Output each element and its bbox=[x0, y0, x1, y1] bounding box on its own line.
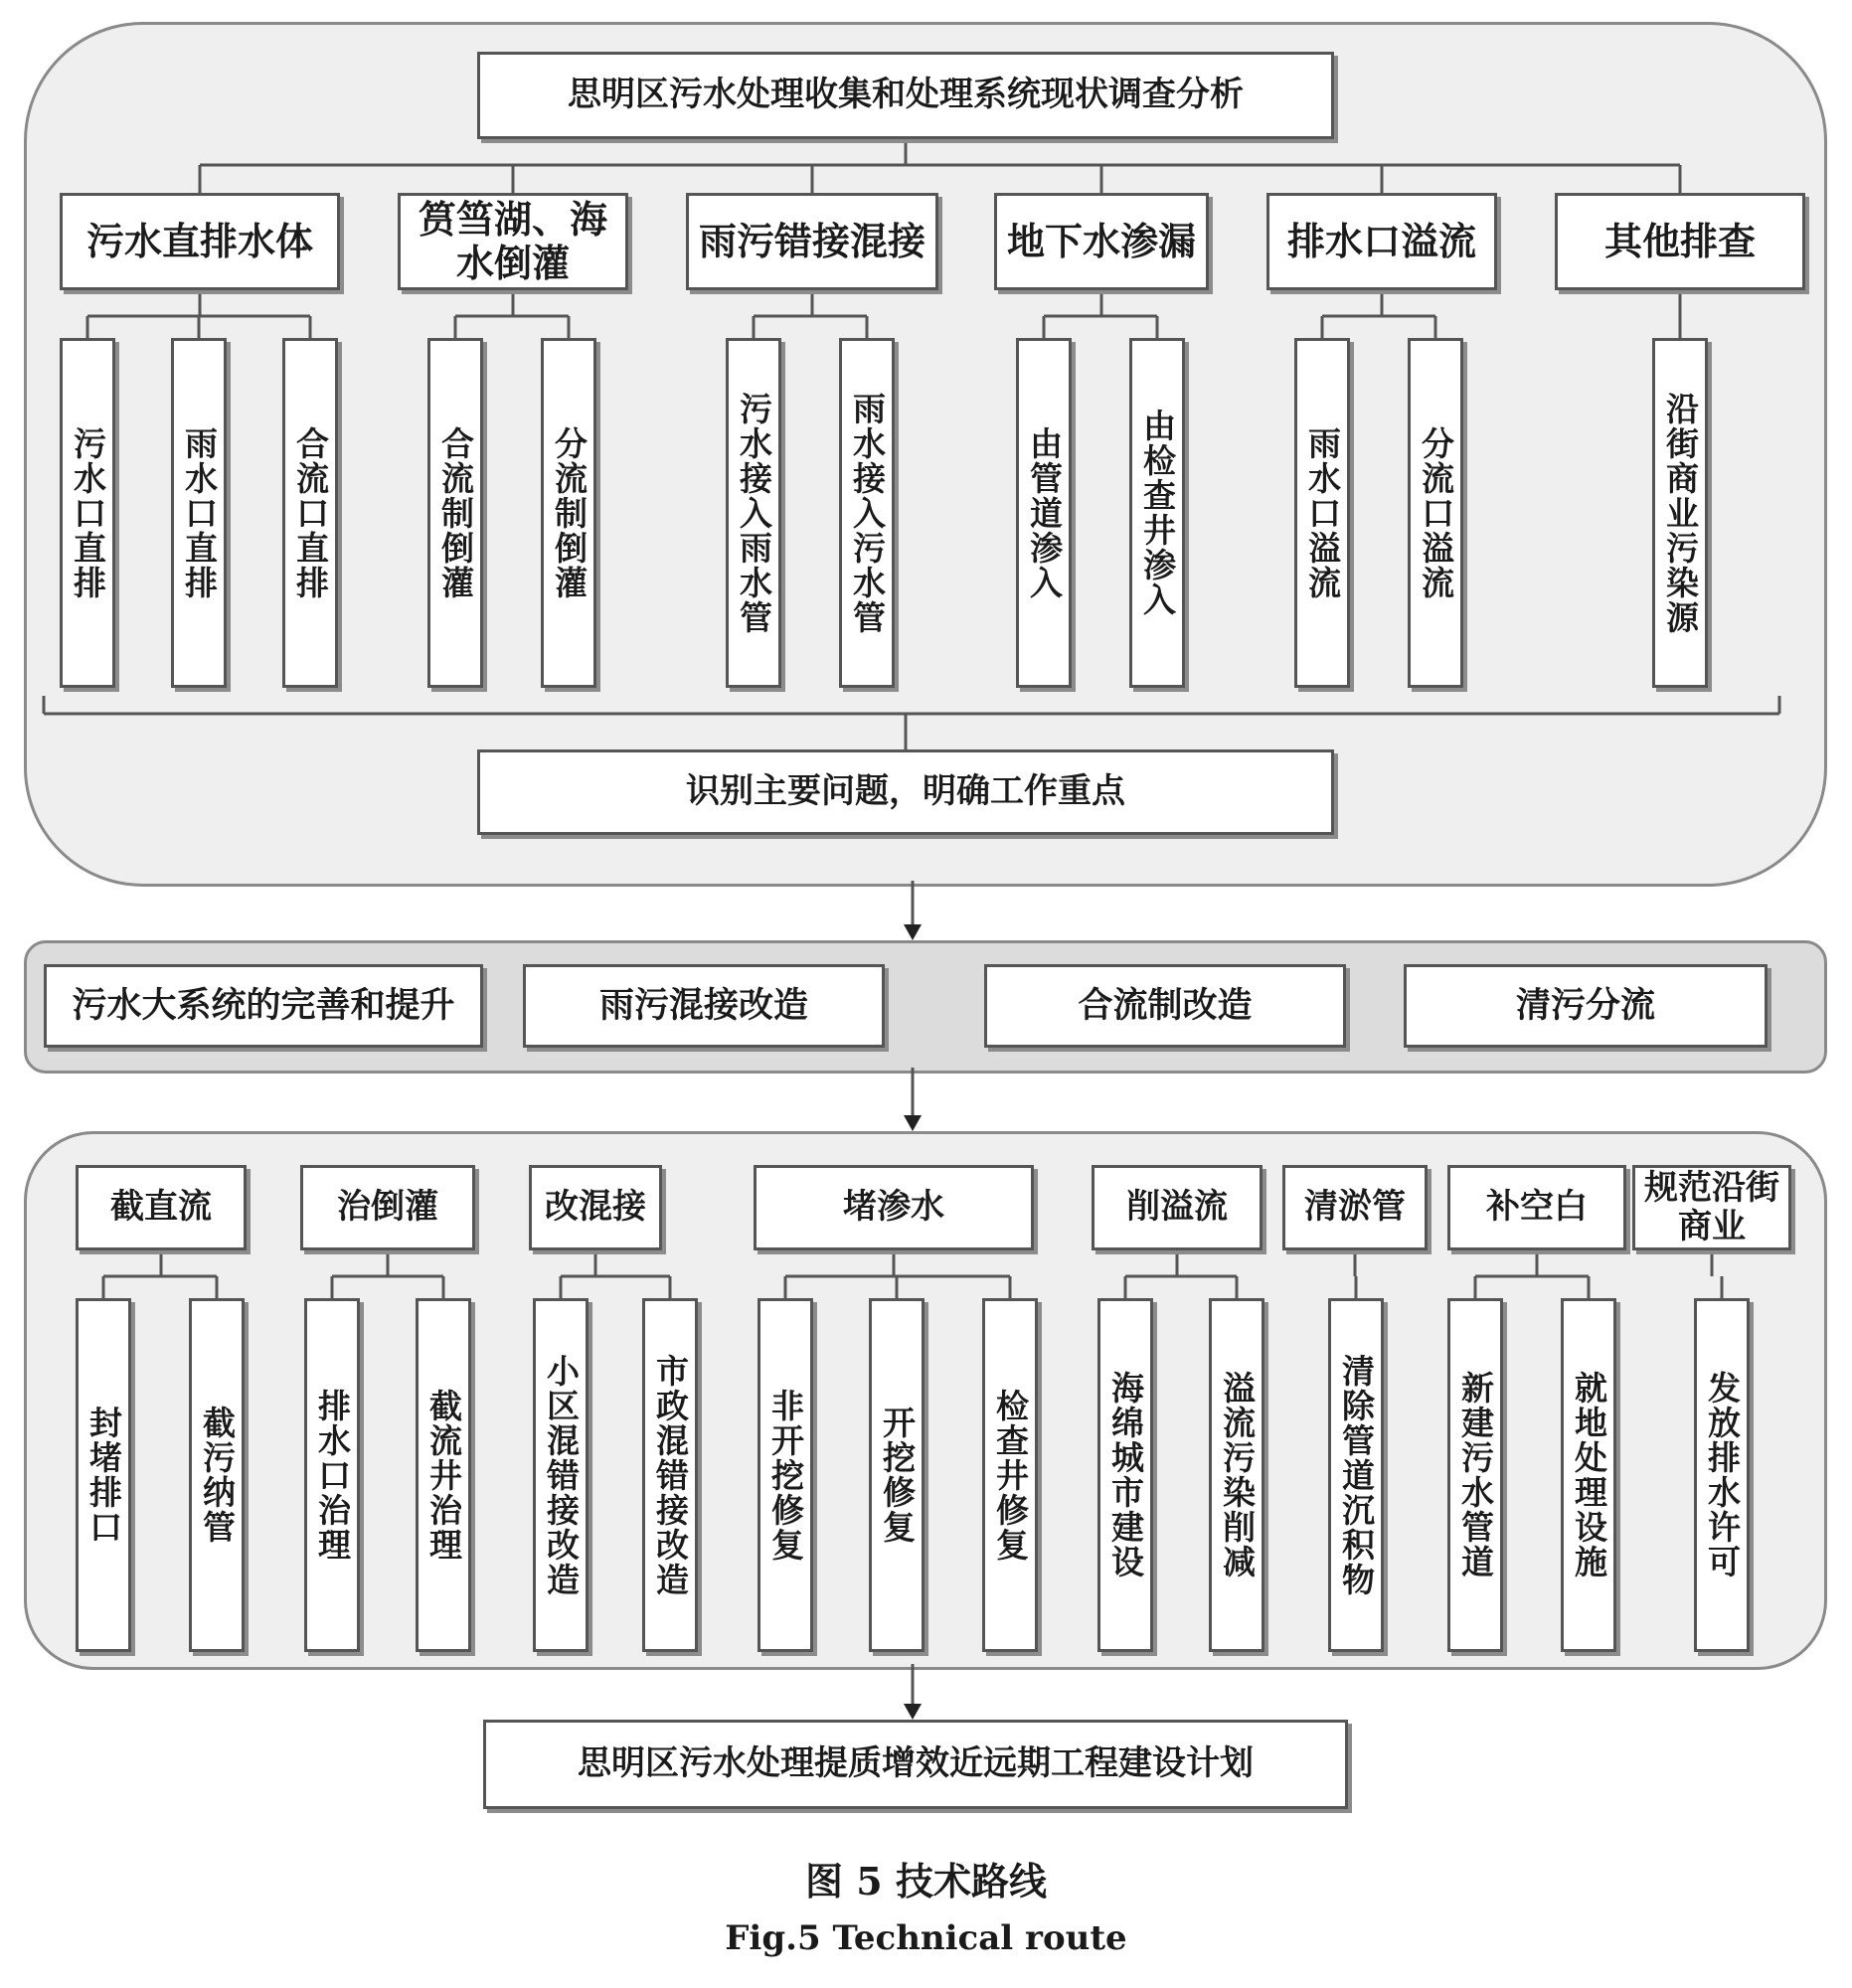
measure-box bbox=[1447, 1298, 1503, 1652]
measure-box bbox=[533, 1298, 589, 1652]
measure-box bbox=[76, 1298, 131, 1652]
measure-box bbox=[1694, 1298, 1750, 1652]
issue-box bbox=[171, 338, 227, 688]
measure-group-box bbox=[1282, 1165, 1428, 1250]
issue-box bbox=[839, 338, 895, 688]
survey-title-label: 思明区污水处理收集和处理系统现状调查分析 bbox=[568, 75, 1244, 115]
measure-box bbox=[1328, 1298, 1384, 1652]
category-box-label: 地下水渗漏 bbox=[1006, 219, 1196, 264]
issue-box-label: 污水接入雨水管 bbox=[734, 391, 773, 635]
measure-group-box bbox=[529, 1165, 662, 1250]
issue-box bbox=[726, 338, 781, 688]
measure-box-label: 就地处理设施 bbox=[1569, 1371, 1608, 1579]
issue-box-label: 合流口直排 bbox=[290, 425, 330, 600]
measure-box-label: 清除管道沉积物 bbox=[1336, 1353, 1376, 1597]
plan-box bbox=[483, 1720, 1348, 1809]
measure-box-label: 市政混错接改造 bbox=[650, 1353, 690, 1597]
measure-group-box-label: 补空白 bbox=[1486, 1187, 1588, 1228]
category-box-label: 污水直排水体 bbox=[85, 219, 313, 264]
measure-box bbox=[1209, 1298, 1264, 1652]
measure-box-label: 非开挖修复 bbox=[765, 1388, 805, 1563]
strategy-box bbox=[523, 964, 885, 1048]
measure-group-box bbox=[1632, 1165, 1791, 1250]
strategy-box bbox=[44, 964, 483, 1048]
measure-group-box bbox=[1447, 1165, 1626, 1250]
issue-box-label: 雨水接入污水管 bbox=[847, 391, 887, 635]
issue-box-label: 沿街商业污染源 bbox=[1660, 391, 1700, 635]
category-box-label: 筼筜湖、海水倒灌 bbox=[418, 197, 607, 285]
category-box bbox=[994, 193, 1209, 290]
category-box-label: 雨污错接混接 bbox=[698, 219, 926, 264]
measure-group-box bbox=[1092, 1165, 1263, 1250]
figure-caption-en: Fig.5 Technical route bbox=[725, 1918, 1127, 1958]
issue-box-label: 雨水口直排 bbox=[179, 425, 219, 600]
category-box bbox=[60, 193, 340, 290]
strategy-box-label: 合流制改造 bbox=[1078, 984, 1253, 1026]
measure-group-box-label: 规范沿街商业 bbox=[1644, 1167, 1779, 1246]
category-box bbox=[398, 193, 628, 290]
issue-box bbox=[427, 338, 483, 688]
measure-group-box-label: 改混接 bbox=[545, 1187, 646, 1228]
measure-box bbox=[304, 1298, 360, 1652]
measure-box-label: 小区混错接改造 bbox=[541, 1353, 581, 1597]
strategy-box bbox=[1404, 964, 1768, 1048]
issue-box-label: 雨水口溢流 bbox=[1302, 425, 1342, 600]
measure-box bbox=[982, 1298, 1038, 1652]
issue-box bbox=[1408, 338, 1463, 688]
measure-box-label: 发放排水许可 bbox=[1702, 1371, 1742, 1579]
arrow-head bbox=[904, 924, 922, 940]
category-box-label: 其他排查 bbox=[1603, 219, 1756, 264]
measure-box bbox=[1097, 1298, 1153, 1652]
arrow-head bbox=[904, 1115, 922, 1131]
measure-group-box-label: 堵渗水 bbox=[843, 1187, 944, 1228]
issue-box-label: 由检查井渗入 bbox=[1137, 409, 1177, 617]
measure-box-label: 截流井治理 bbox=[423, 1388, 463, 1563]
measure-group-box-label: 清淤管 bbox=[1304, 1187, 1406, 1228]
measure-box-label: 海绵城市建设 bbox=[1105, 1371, 1145, 1579]
measure-group-box bbox=[300, 1165, 475, 1250]
arrow-head bbox=[904, 1704, 922, 1720]
issue-box bbox=[282, 338, 338, 688]
strategy-box-label: 清污分流 bbox=[1515, 984, 1655, 1026]
strategy-box-label: 雨污混接改造 bbox=[598, 984, 808, 1026]
issue-box bbox=[1294, 338, 1350, 688]
measure-box-label: 溢流污染削减 bbox=[1217, 1371, 1257, 1579]
measure-box-label: 检查井修复 bbox=[990, 1388, 1030, 1563]
measure-box bbox=[869, 1298, 925, 1652]
category-box bbox=[1555, 193, 1805, 290]
strategy-box bbox=[984, 964, 1346, 1048]
issue-box bbox=[1129, 338, 1185, 688]
figure-caption-cn: 图 5 技术路线 bbox=[805, 1859, 1047, 1904]
measure-box-label: 新建污水管道 bbox=[1455, 1371, 1495, 1579]
survey-summary-label: 识别主要问题，明确工作重点 bbox=[686, 771, 1125, 812]
measure-box bbox=[758, 1298, 813, 1652]
issue-box-label: 分流口溢流 bbox=[1416, 425, 1455, 600]
measure-box-label: 排水口治理 bbox=[312, 1388, 352, 1563]
measure-group-box bbox=[754, 1165, 1034, 1250]
measure-box-label: 截污纳管 bbox=[197, 1406, 237, 1545]
measure-box bbox=[189, 1298, 245, 1652]
issue-box bbox=[1016, 338, 1072, 688]
measure-group-box-label: 截直流 bbox=[110, 1187, 212, 1228]
strategy-box-label: 污水大系统的完善和提升 bbox=[72, 984, 455, 1026]
measure-box bbox=[642, 1298, 698, 1652]
survey-title bbox=[477, 52, 1334, 139]
measure-group-box-label: 削溢流 bbox=[1126, 1187, 1228, 1228]
measure-box bbox=[1561, 1298, 1616, 1652]
issue-box bbox=[60, 338, 115, 688]
measure-group-box-label: 治倒灌 bbox=[337, 1187, 438, 1228]
measure-box bbox=[416, 1298, 471, 1652]
measure-box-label: 封堵排口 bbox=[84, 1406, 123, 1545]
category-box bbox=[686, 193, 938, 290]
issue-box-label: 由管道渗入 bbox=[1024, 425, 1064, 600]
plan-box-label: 思明区污水处理提质增效近远期工程建设计划 bbox=[578, 1743, 1254, 1784]
survey-summary bbox=[477, 749, 1334, 835]
measure-box-label: 开挖修复 bbox=[877, 1406, 917, 1545]
category-box-label: 排水口溢流 bbox=[1286, 219, 1476, 264]
measure-group-box bbox=[76, 1165, 247, 1250]
issue-box bbox=[541, 338, 596, 688]
issue-box-label: 分流制倒灌 bbox=[549, 425, 589, 600]
issue-box-label: 合流制倒灌 bbox=[435, 425, 475, 600]
issue-box-label: 污水口直排 bbox=[68, 425, 107, 600]
category-box bbox=[1266, 193, 1497, 290]
issue-box bbox=[1652, 338, 1708, 688]
